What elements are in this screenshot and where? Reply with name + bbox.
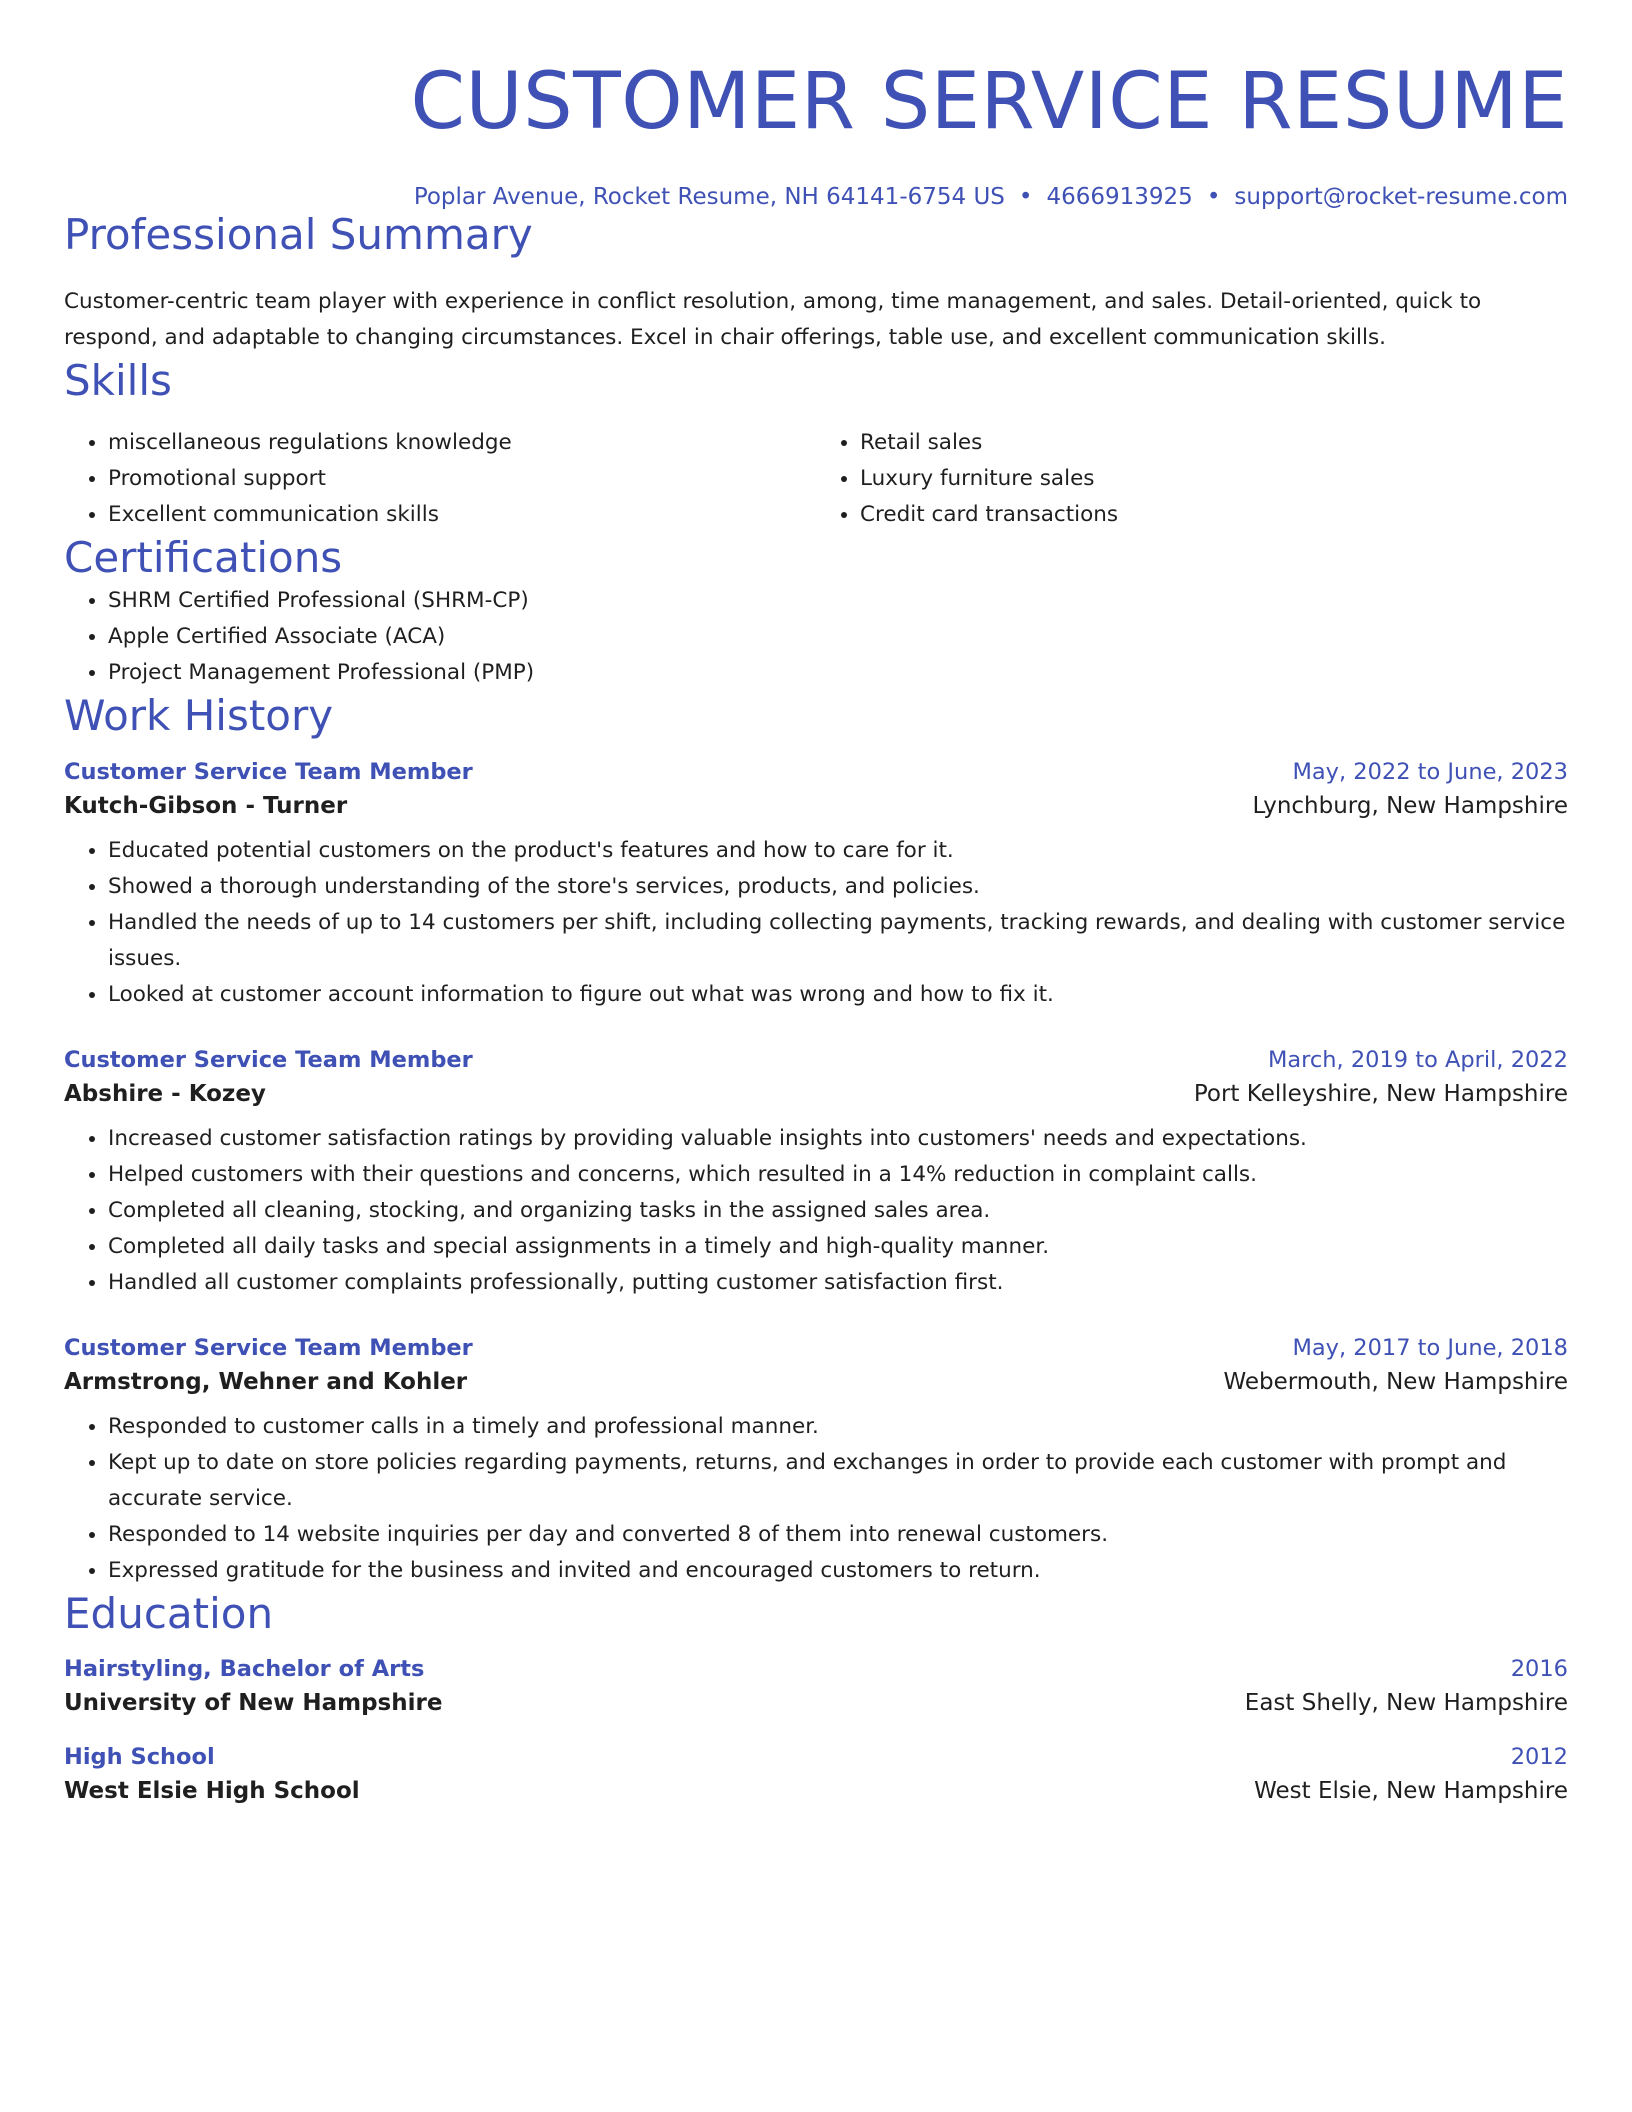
job-duty: • Helped customers with their questions and concerns, which resulted in a 14% reduction in complaint calls. [108, 1157, 1568, 1193]
certifications-list [64, 583, 1568, 691]
job-duty: • Responded to customer calls in a timely and professional manner. [108, 1409, 1568, 1445]
job-duty: • Increased customer satisfaction ratings by providing valuable insights into customers' needs and expectations. [108, 1121, 1568, 1157]
job-duty: • Expressed gratitude for the business and invited and encouraged customers to return. [108, 1553, 1568, 1589]
skill-item: • Retail sales [860, 425, 1568, 461]
job-duty: • Showed a thorough understanding of the store's services, products, and policies. [108, 869, 1568, 905]
job-role: Customer Service Team Member [64, 1335, 473, 1362]
education-entry [64, 1744, 1568, 1804]
education-school-row [64, 1690, 1568, 1716]
education-degree: High School [64, 1743, 215, 1770]
education-year: 2016 [1510, 1655, 1568, 1682]
skills-section [64, 356, 1568, 532]
education-school: University of New Hampshire [64, 1689, 443, 1716]
job-dates: March, 2019 to April, 2022 [1267, 1047, 1568, 1074]
job-duty: • Handled the needs of up to 14 customers per shift, including collecting payments, tracking rewards, and dealing with customer service issues. [108, 905, 1568, 977]
contact-phone[interactable]: 4666913925 [1046, 183, 1193, 210]
job-entry [64, 1047, 1568, 1301]
skill-item: • Excellent communication skills [108, 497, 816, 533]
job-duty: • Completed all daily tasks and special assignments in a timely and high-quality manner. [108, 1229, 1568, 1265]
job-company: Kutch-Gibson - Turner [64, 793, 348, 820]
education-year: 2012 [1510, 1743, 1568, 1770]
summary-text: Customer-centric team player with experience in conflict resolution, among, time management, and sales. Detail-oriented, quick to respond, and adaptable to changing circumstances. Excel in chair offerings, table use, and excellent communication skills. [64, 289, 1482, 351]
job-location: Lynchburg, New Hampshire [1252, 793, 1568, 820]
certifications-heading: Certifications [64, 532, 343, 582]
job-duties-list [64, 1121, 1568, 1301]
certifications-section [64, 533, 1568, 691]
contact-address: Poplar Avenue, Rocket Resume, NH 64141-6754 US [413, 183, 1005, 210]
skill-item: • miscellaneous regulations knowledge [108, 425, 816, 461]
job-header-row [64, 759, 1568, 785]
job-header-row [64, 1047, 1568, 1073]
job-dates: May, 2022 to June, 2023 [1292, 759, 1568, 786]
job-entry [64, 759, 1568, 1013]
summary-section [64, 210, 1568, 356]
education-header-row [64, 1744, 1568, 1770]
education-section [64, 1589, 1568, 1803]
job-duties-list [64, 833, 1568, 1013]
summary-heading: Professional Summary [64, 209, 533, 259]
job-duty: • Looked at customer account information to figure out what was wrong and how to fix it. [108, 977, 1568, 1013]
education-location: East Shelly, New Hampshire [1244, 1689, 1568, 1716]
certification-item: • SHRM Certified Professional (SHRM-CP) [108, 583, 1568, 619]
job-duty: • Kept up to date on store policies regarding payments, returns, and exchanges in order to provide each customer with prompt and accurate service. [108, 1445, 1568, 1517]
job-dates: May, 2017 to June, 2018 [1292, 1335, 1568, 1362]
job-location: Port Kelleyshire, New Hampshire [1193, 1081, 1568, 1108]
education-header-row [64, 1656, 1568, 1682]
skill-item: • Credit card transactions [860, 497, 1568, 533]
job-role: Customer Service Team Member [64, 759, 473, 786]
job-company: Armstrong, Wehner and Kohler [64, 1369, 468, 1396]
contact-separator: • [1206, 183, 1221, 210]
resume-title: CUSTOMER SERVICE RESUME [410, 57, 1568, 147]
skills-list-right [816, 425, 1568, 533]
job-company-row [64, 1081, 1568, 1107]
skills-list-left [64, 425, 816, 533]
job-entry [64, 1335, 1568, 1589]
certification-item: • Project Management Professional (PMP) [108, 655, 1568, 691]
job-duties-list [64, 1409, 1568, 1589]
skill-item: • Luxury furniture sales [860, 461, 1568, 497]
skills-heading: Skills [64, 356, 172, 406]
skill-item: • Promotional support [108, 461, 816, 497]
skills-grid [64, 425, 1568, 533]
job-header-row [64, 1335, 1568, 1361]
job-company-row [64, 793, 1568, 819]
education-school: West Elsie High School [64, 1777, 360, 1804]
work-history-section [64, 691, 1568, 1589]
job-duty: • Educated potential customers on the product's features and how to care for it. [108, 833, 1568, 869]
job-duty: • Handled all customer complaints professionally, putting customer satisfaction first. [108, 1265, 1568, 1301]
job-company-row [64, 1369, 1568, 1395]
job-duty: • Completed all cleaning, stocking, and organizing tasks in the assigned sales area. [108, 1193, 1568, 1229]
work-history-heading: Work History [64, 691, 334, 741]
education-heading: Education [64, 1589, 274, 1639]
education-entry [64, 1656, 1568, 1716]
contact-email[interactable]: support@rocket-resume.com [1234, 183, 1568, 210]
certification-item: • Apple Certified Associate (ACA) [108, 619, 1568, 655]
contact-line [64, 184, 1568, 210]
job-role: Customer Service Team Member [64, 1047, 473, 1074]
education-degree: Hairstyling, Bachelor of Arts [64, 1655, 425, 1682]
job-company: Abshire - Kozey [64, 1081, 266, 1108]
contact-separator: • [1018, 183, 1033, 210]
job-duty: • Responded to 14 website inquiries per day and converted 8 of them into renewal customers. [108, 1517, 1568, 1553]
education-school-row [64, 1778, 1568, 1804]
job-location: Webermouth, New Hampshire [1223, 1369, 1568, 1396]
education-location: West Elsie, New Hampshire [1254, 1777, 1568, 1804]
